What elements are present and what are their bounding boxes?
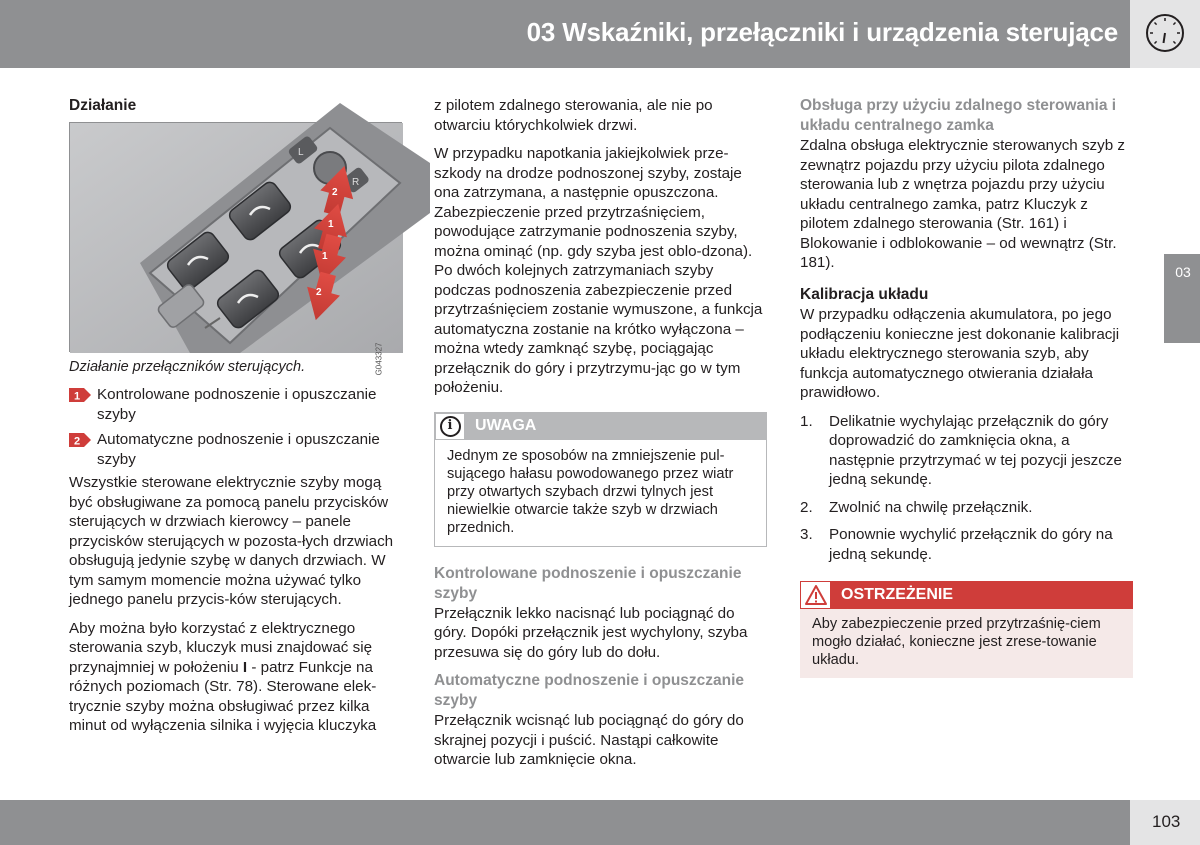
note-box bbox=[434, 412, 767, 547]
svg-text:L: L bbox=[298, 146, 304, 158]
subheading-remote: Obsługa przy użyciu zdalnego sterowania i układu centralnego zamka bbox=[800, 97, 1117, 134]
body-paragraph: Zdalna obsługa elektrycznie sterowanych szyb z zewnątrz pojazdu przy użyciu pilota zdalnego sterowania lub z wnętrza pojazdu przy użyciu układu centralnego zamka, patrz Kluczyk z pilotem zdalnego sterowania (Str. 161) i Blokowanie i odblokowanie – od wewnątrz (Str. 181). bbox=[800, 137, 1126, 271]
page-number: 103 bbox=[1152, 812, 1181, 831]
list-item: 3. Ponownie wychylić przełącznik do góry na jedną sekundę. bbox=[800, 526, 1113, 563]
legend-item bbox=[69, 385, 403, 424]
column-1 bbox=[69, 96, 403, 745]
warning-body: Aby zabezpieczenie przed przytrzaśnię-ciem mogło działać, konieczne jest zrese-towanie układu. bbox=[812, 616, 1101, 668]
body-paragraph: W przypadku odłączenia akumulatora, po jego podłączeniu konieczne jest dokonanie kalibracji układu elektrycznego sterowania szyb, aby funkcja automatycznego otwierania działała prawidłowo. bbox=[800, 306, 1120, 401]
subheading-controlled: Kontrolowane podnoszenie i opuszczanie szyby bbox=[434, 564, 742, 602]
body-paragraph: Wszystkie sterowane elektrycznie szyby mogą być obsługiwane za pomocą panelu przycisków sterujących w drzwiach kierowcy – panele przycisków sterujących w pozosta-łych drzwiach obsługują jedynie szybę w danych drzwiach. W tym samym momencie można używać tylko jednego panelu przycis-ków sterujących. bbox=[69, 474, 394, 608]
legend-text: Kontrolowane podnoszenie i opuszczanie szyby bbox=[97, 386, 377, 423]
body-paragraph: Przełącznik lekko nacisnąć lub pociągnąć do góry. Dopóki przełącznik jest wychylony, szyba przesuwa się do góry lub do dołu. bbox=[434, 604, 748, 661]
subheading-calibration: Kalibracja układu bbox=[800, 285, 929, 303]
legend-item bbox=[69, 430, 403, 469]
body-paragraph: z pilotem zdalnego sterowania, ale nie po otwarciu którychkolwiek drzwi. bbox=[434, 97, 713, 134]
svg-text:R: R bbox=[352, 176, 360, 188]
chapter-side-tab: 03 bbox=[1164, 254, 1200, 343]
column-2 bbox=[434, 96, 767, 779]
info-icon: i bbox=[435, 413, 465, 440]
svg-text:1: 1 bbox=[328, 218, 334, 230]
svg-text:2: 2 bbox=[316, 286, 322, 298]
note-body: Jednym ze sposobów na zmniejszenie pul-sującego hałasu powodowanego przez wiatr przy otwartych szybach drzwi tylnych jest niewielkie otwarcie także szyb w drzwiach przednich. bbox=[447, 447, 734, 536]
body-paragraph: Przełącznik wcisnąć lub pociągnąć do góry do skrajnej pozycji i puścić. Nastąpi całkowite otwarcie lub zamknięcie okna. bbox=[434, 712, 744, 768]
note-title: UWAGA bbox=[475, 417, 537, 435]
column-3 bbox=[800, 96, 1133, 678]
legend-text: Automatyczne podnoszenie i opuszczanie szyby bbox=[97, 431, 380, 468]
subheading-automatic: Automatyczne podnoszenie i opuszczanie szyby bbox=[434, 672, 745, 709]
note-header bbox=[435, 413, 766, 440]
chapter-icon-box bbox=[1130, 0, 1200, 68]
page-header bbox=[0, 0, 1130, 68]
svg-text:1: 1 bbox=[74, 390, 81, 403]
body-paragraph: Aby można było korzystać z elektrycznego sterowania szyb, kluczyk musi znajdować się przynajmniej w położeniu I - patrz Funkcje na różnych poziomach (Str. 78). Sterowane elek-trycznie szyby można obsługiwać przez kilka minut od wyłączenia silnika i wyjęcia kluczyka bbox=[69, 619, 377, 734]
speedometer-icon bbox=[1144, 12, 1186, 54]
window-switch-illustration bbox=[70, 123, 403, 353]
list-item: 2. Zwolnić na chwilę przełącznik. bbox=[800, 498, 1033, 516]
badge-2-icon bbox=[69, 433, 91, 447]
svg-text:2: 2 bbox=[74, 435, 81, 448]
body-paragraph: W przypadku napotkania jakiejkolwiek prze-szkody na drodze podnoszonej szyby, zostaje ona zatrzymana, a następnie opuszczona. Zabezpieczenie przed przytrzaśnięciem, powodujące zatrzymanie podnoszenia szyby, można ominąć (np. gdy szyba jest oblo-dzona). Po dwóch kolejnych zatrzymaniach szyby podczas podnoszenia zabezpieczenie przed przytrzaśnięciem zostanie wymuszone, a funkcja automatyczna zostanie na krótko wyłączona – można wtedy zamknąć szybę, pociągając przełącznik do góry i przytrzymu-jąc go w tym położeniu. bbox=[434, 145, 763, 396]
warning-triangle-icon bbox=[800, 581, 831, 609]
svg-text:2: 2 bbox=[332, 186, 338, 198]
figure-caption: Działanie przełączników sterujących. bbox=[69, 358, 306, 375]
section-heading-operation: Działanie bbox=[69, 97, 137, 114]
figure-code: G043327 bbox=[374, 342, 384, 376]
badge-1-icon bbox=[69, 388, 91, 402]
list-item: 1. Delikatnie wychylając przełącznik do góry doprowadzić do zamknięcia okna, a następnie przytrzymać w tej pozycji jeszcze jedną sekundę. bbox=[800, 412, 1122, 488]
calibration-steps bbox=[800, 412, 1133, 565]
page-footer bbox=[0, 800, 1130, 845]
svg-text:1: 1 bbox=[322, 250, 328, 262]
warning-title: OSTRZEŻENIE bbox=[841, 586, 954, 604]
warning-box bbox=[800, 581, 1133, 678]
warning-header bbox=[800, 581, 1133, 609]
chapter-title: 03 Wskaźniki, przełączniki i urządzenia sterujące bbox=[526, 17, 1118, 47]
